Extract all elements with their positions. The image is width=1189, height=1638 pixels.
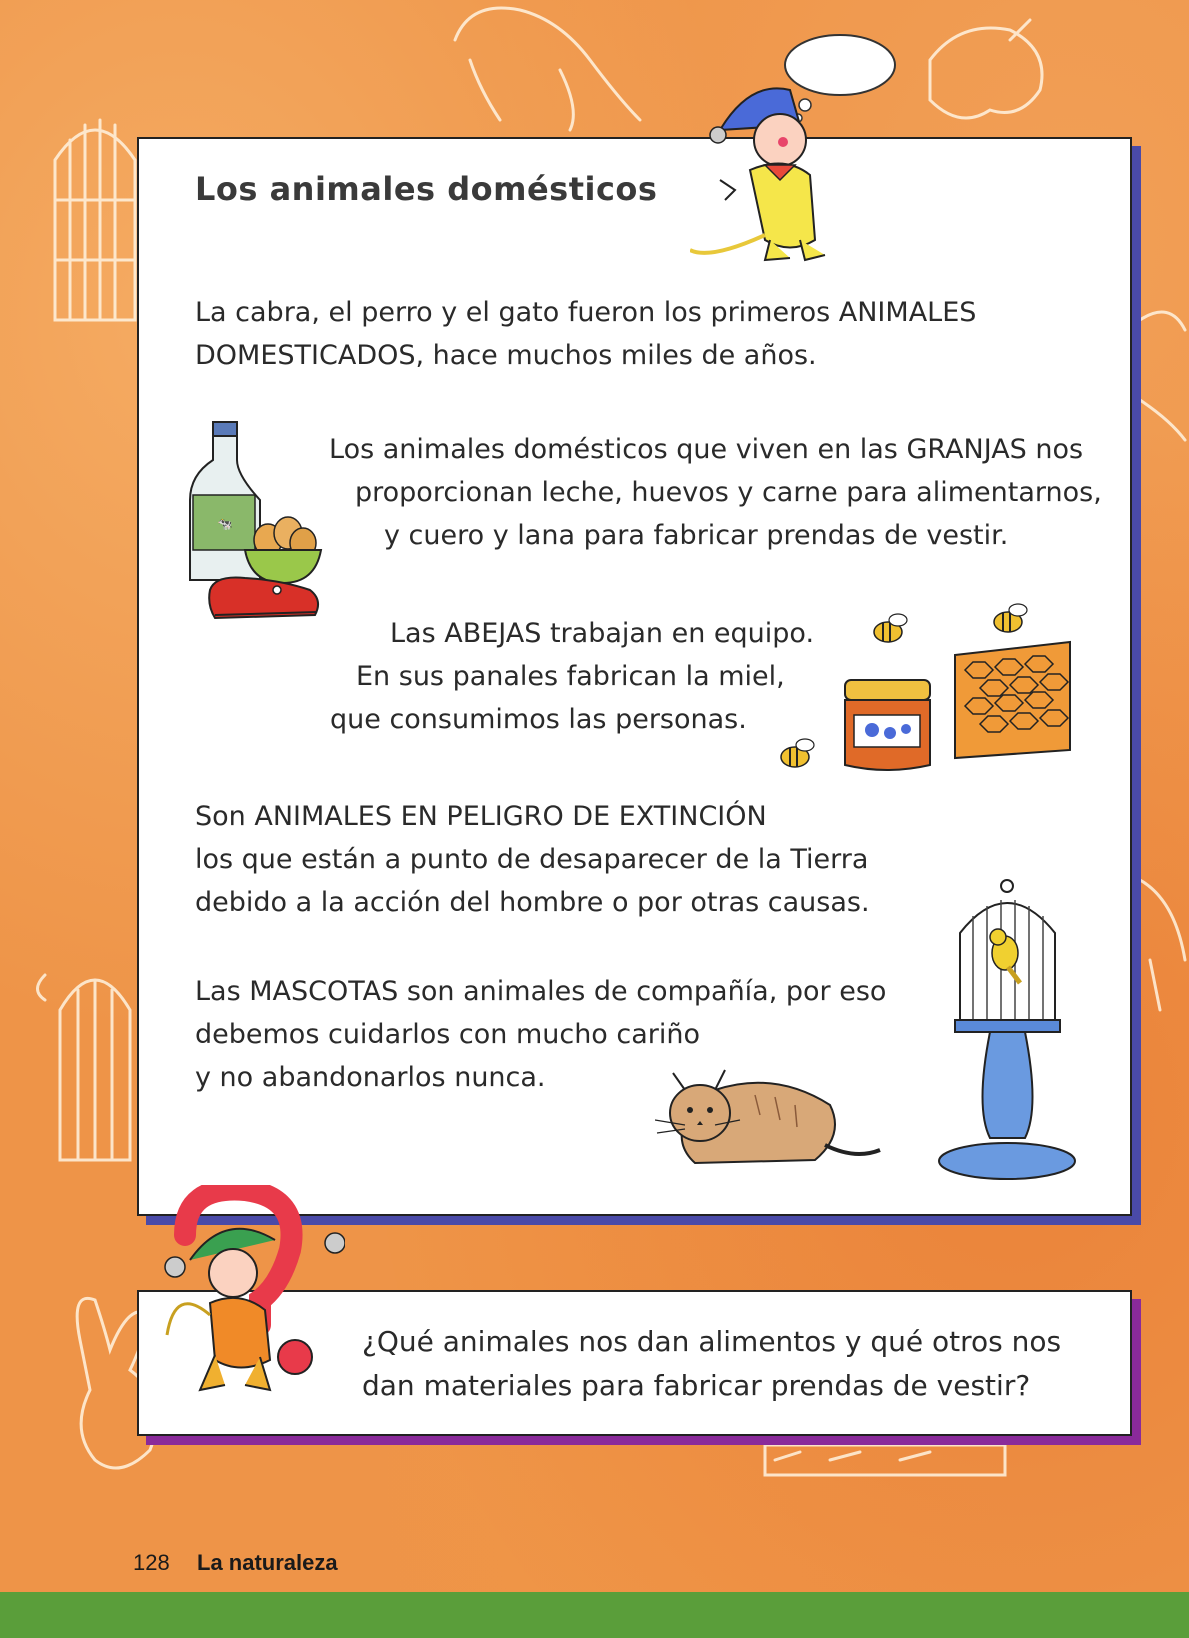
text-line: Las ABEJAS trabajan en equipo. [390,618,815,649]
background-cage-doodle-2 [38,975,131,1160]
question-text [362,1320,1061,1408]
text-line: dan materiales para fabricar prendas de vestir? [362,1369,1031,1402]
text-line: DOMESTICADOS, hace muchos miles de años. [195,340,817,371]
bee-icon [868,610,913,645]
text-line: proporcionan leche, huevos y carne para alimentarnos, [355,477,1102,508]
background-cat-doodle [455,8,640,130]
text-line: ¿Qué animales nos dan alimentos y qué otros nos [362,1325,1062,1358]
text-line: Son ANIMALES EN PELIGRO DE EXTINCIÓN [195,801,767,832]
honeycomb-icon [950,640,1075,760]
canary-icon [980,925,1030,985]
birdcage-icon [935,878,1080,1183]
text-line: Las MASCOTAS son animales de compañía, por eso [195,976,887,1007]
footer-band [0,1592,1189,1638]
text-line: La cabra, el perro y el gato fueron los primeros ANIMALES [195,297,977,328]
jester-thinking-icon [690,30,910,265]
jester-question-icon [155,1185,345,1400]
paragraph-domesticados [195,291,976,377]
bee-icon [775,735,820,770]
paragraph-granjas [329,428,1102,557]
background-animal-doodle-right [1140,312,1185,1010]
text-line: debido a la acción del hombre o por otras causas. [195,887,870,918]
page-number: 128 [133,1550,170,1575]
page-title: Los animales domésticos [195,170,658,208]
background-cage-doodle [55,120,135,320]
svg-text:🐄: 🐄 [217,517,233,531]
cat-icon [655,1065,900,1175]
background-box-doodle [765,1445,1005,1475]
text-line: y cuero y lana para fabricar prendas de vestir. [384,520,1009,551]
text-line: y no abandonarlos nunca. [195,1062,546,1093]
red-shoe-icon [205,570,325,625]
paragraph-abejas [330,612,814,741]
paragraph-extincion [195,795,870,924]
background-dog-doodle [930,20,1042,118]
section-title: La naturaleza [197,1550,338,1575]
text-line: los que están a punto de desaparecer de la Tierra [195,844,869,875]
text-line: que consumimos las personas. [330,704,747,735]
text-line: En sus panales fabrican la miel, [356,661,785,692]
bee-icon [988,600,1033,635]
text-line: Los animales domésticos que viven en las GRANJAS nos [329,434,1084,465]
honey-jar-icon [840,675,935,775]
text-line: debemos cuidarlos con mucho cariño [195,1019,701,1050]
